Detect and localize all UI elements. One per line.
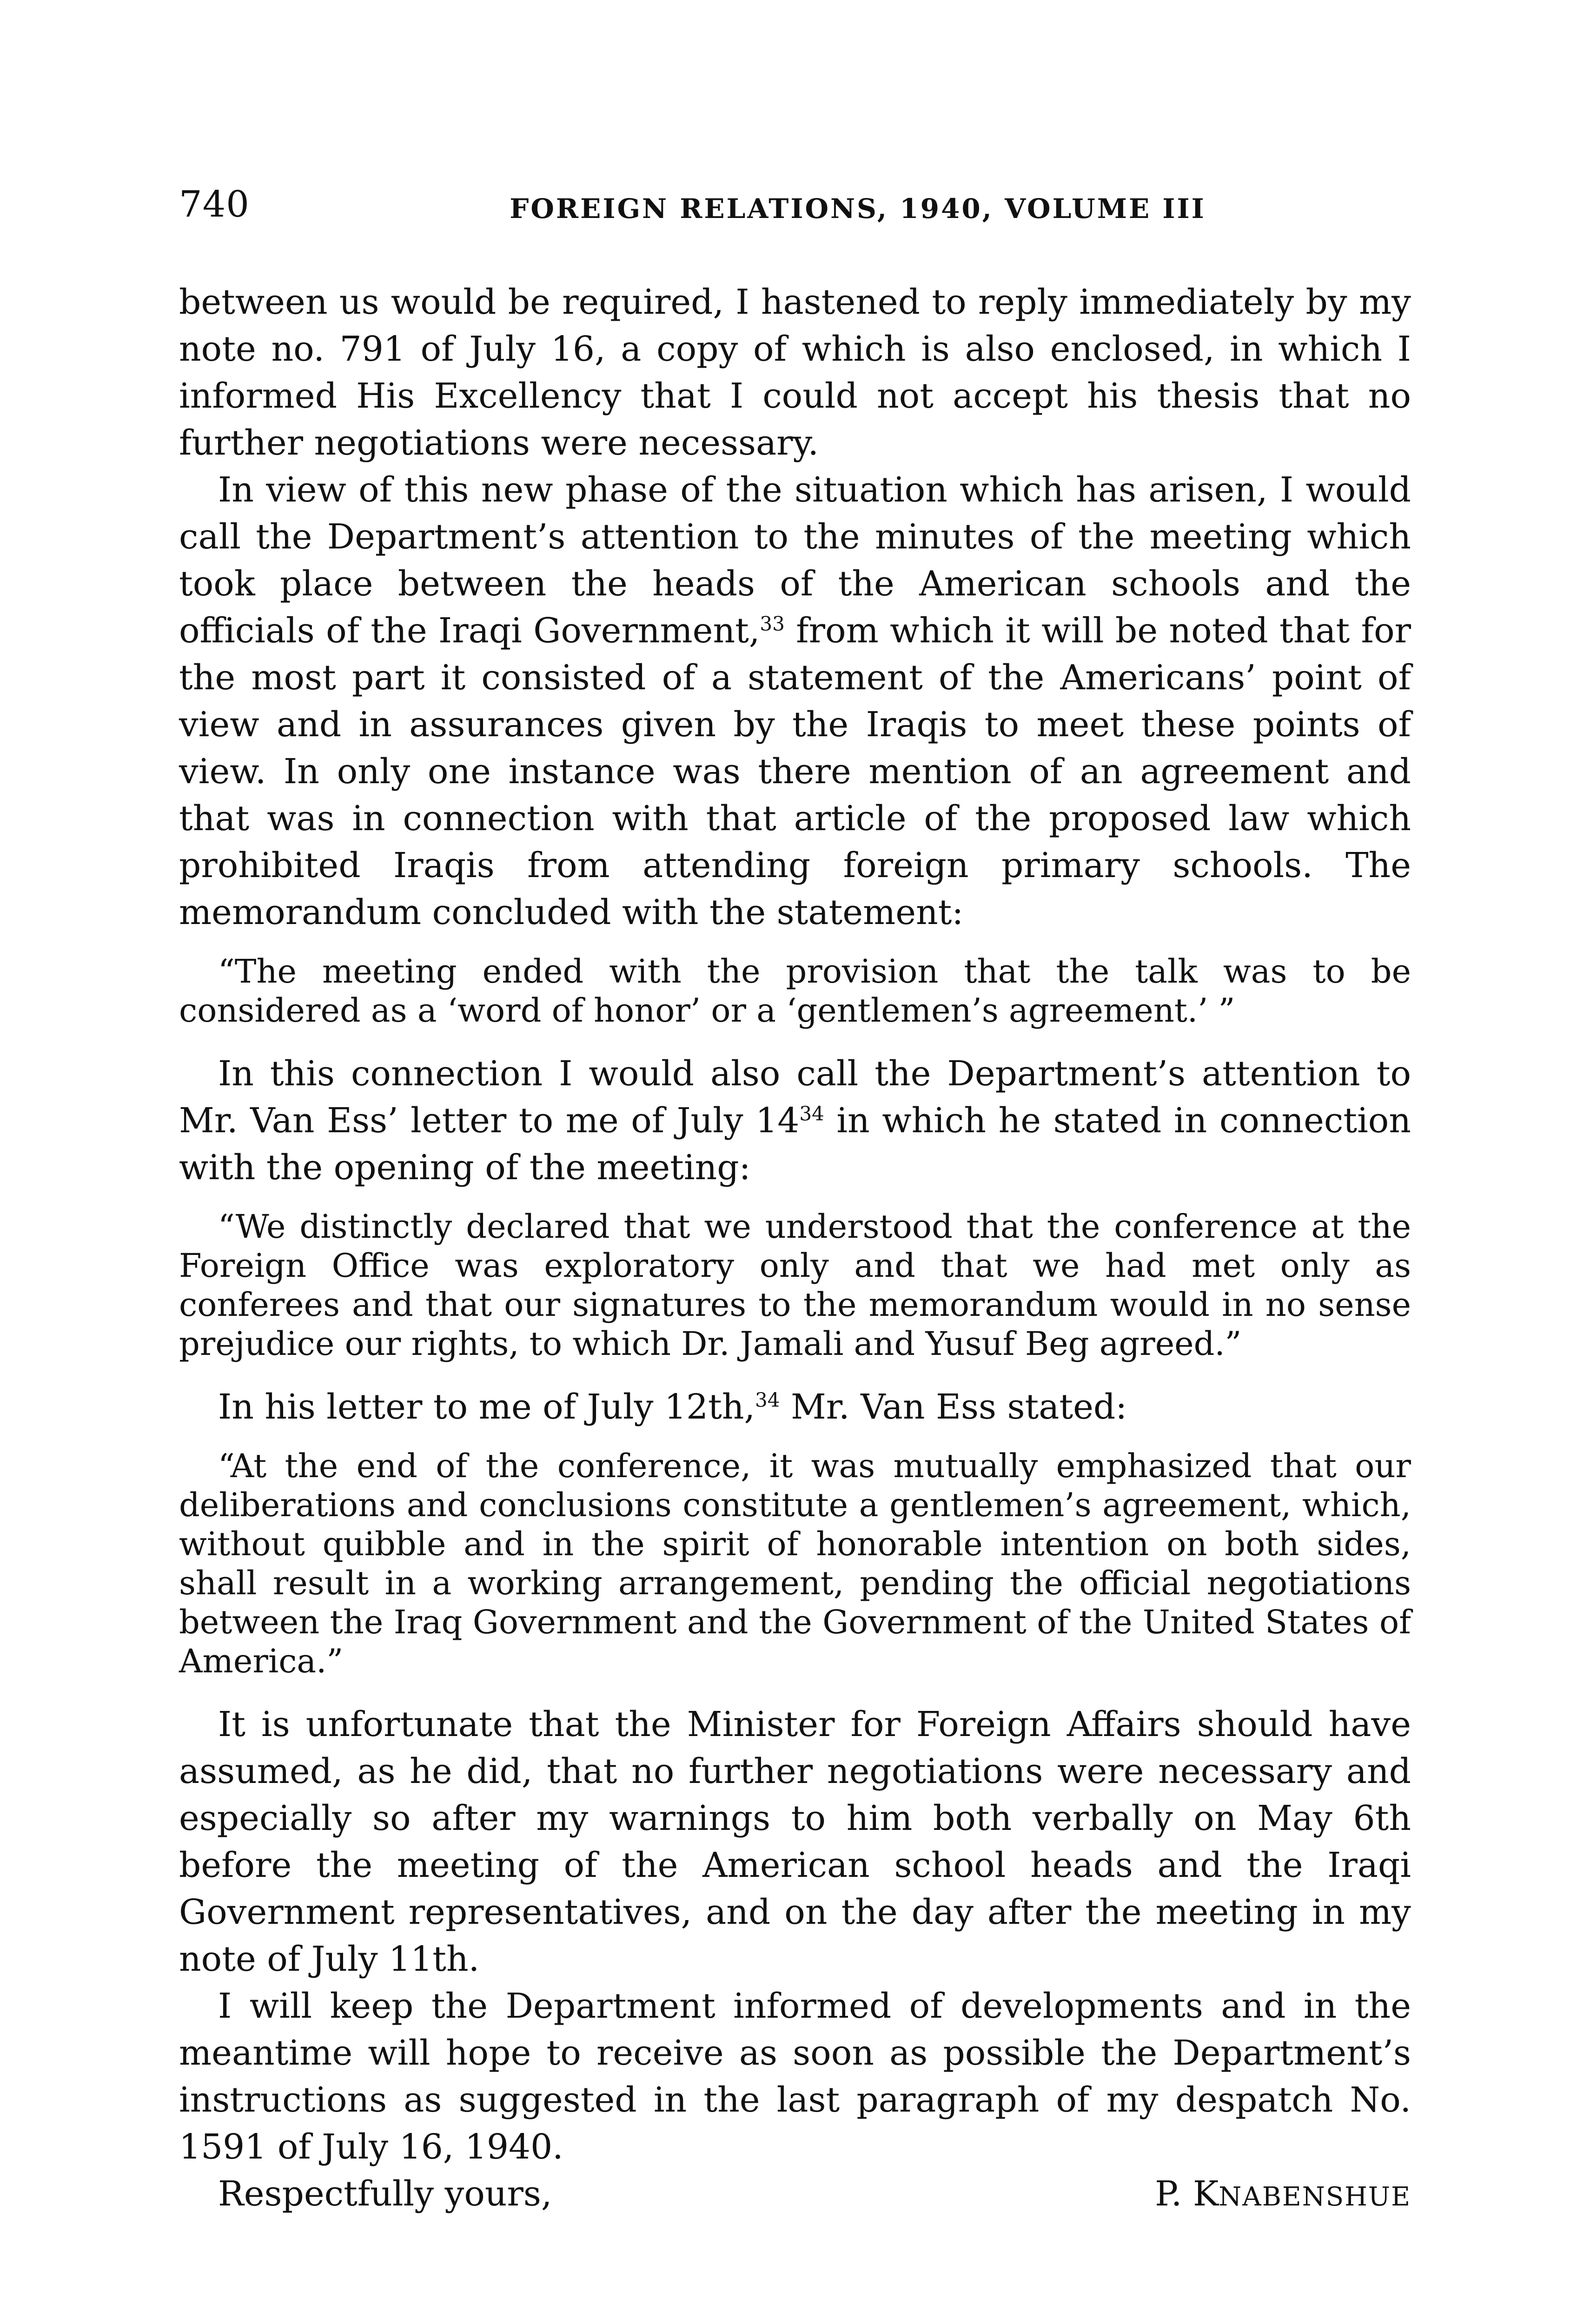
paragraph-text: In his letter to me of July 12th, bbox=[218, 1387, 755, 1427]
signature bbox=[1155, 2171, 1411, 2220]
block-quote-agreement: “At the end of the conference, it was mutually emphasized that our deliberations and conclusions constitute a gentlemen’s agreement, which, without quibble and in the spirit of honorable intention on both sides, shall result in a working arrangement, pending the official negotiations between the Iraq Government and the Government of the United States of America.” bbox=[179, 1447, 1411, 1680]
paragraph-minutes bbox=[179, 467, 1411, 936]
paragraph-text: In view of this new phase of the situation which has arisen, I would call the Department’s attention to the minutes of the meeting which took place between the heads of the American schools and the officials of the Iraqi Government, bbox=[179, 470, 1411, 651]
signature-initial: P. K bbox=[1155, 2174, 1219, 2214]
paragraph-closing-remarks: I will keep the Department informed of developments and in the meantime will hope to receive as soon as possible the Department’s instructions as suggested in the last paragraph of my despatch No. 1591 of July 16, 1940. bbox=[179, 1986, 1411, 2167]
paragraph-text: from which it will be noted that for the most part it consisted of a statement of the Americans’ point of view and in assurances given by the Iraqis to meet these points of view. In only one instance was there mention of an agreement and that was in connection with that article of the proposed law which prohibited Iraqis from attending foreign primary schools. The memorandum concluded with the statement: bbox=[179, 611, 1411, 932]
running-title: FOREIGN RELATIONS, 1940, VOLUME III bbox=[510, 193, 1206, 224]
salutation: Respectfully yours, bbox=[218, 2174, 552, 2214]
paragraph-continuation: between us would be required, I hastened to reply immediately by my note no. 791 of July 16, a copy of which is also enclosed, in which I informed His Excellency that I could not accept his thesis that no further negotiations were necessary. bbox=[179, 282, 1411, 463]
paragraph-text: Mr. Van Ess stated: bbox=[780, 1387, 1127, 1427]
letter-closing bbox=[179, 2171, 1411, 2218]
footnote-reference: 33 bbox=[760, 612, 785, 635]
footnote-reference: 34 bbox=[799, 1102, 824, 1125]
paragraph-van-ess-letter bbox=[179, 1050, 1411, 1191]
page-number: 740 bbox=[179, 184, 250, 225]
paragraph-text: in which he stated in connection with the opening of the meeting: bbox=[179, 1101, 1411, 1188]
paragraph-july-12-letter bbox=[179, 1384, 1411, 1431]
page-header bbox=[179, 184, 1411, 239]
paragraph-minister: It is unfortunate that the Minister for Foreign Affairs should have assumed, as he did, that no further negotiations were necessary and especially so after my warnings to him both verbally on May 6th before the meeting of the American school heads and the Iraqi Government representatives, and on the day after the meeting in my note of July 11th. bbox=[179, 1704, 1411, 1979]
block-quote-declaration: “We distinctly declared that we understood that the conference at the Foreign Office was exploratory only and that we had met only as conferees and that our signatures to the memorandum would in no sense prejudice our rights, to which Dr. Jamali and Yusuf Beg agreed.” bbox=[179, 1208, 1411, 1363]
document-body bbox=[179, 279, 1411, 2218]
paragraph-text: In this connection I would also call the Department’s attention to Mr. Van Ess’ letter to me of July 14 bbox=[179, 1054, 1411, 1141]
block-quote-memorandum: “The meeting ended with the provision that the talk was to be considered as a ‘word of honor’ or a ‘gentlemen’s agreement.’ ” bbox=[179, 952, 1411, 1030]
footnote-reference: 34 bbox=[755, 1388, 780, 1412]
signature-surname: NABENSHUE bbox=[1219, 2182, 1411, 2212]
